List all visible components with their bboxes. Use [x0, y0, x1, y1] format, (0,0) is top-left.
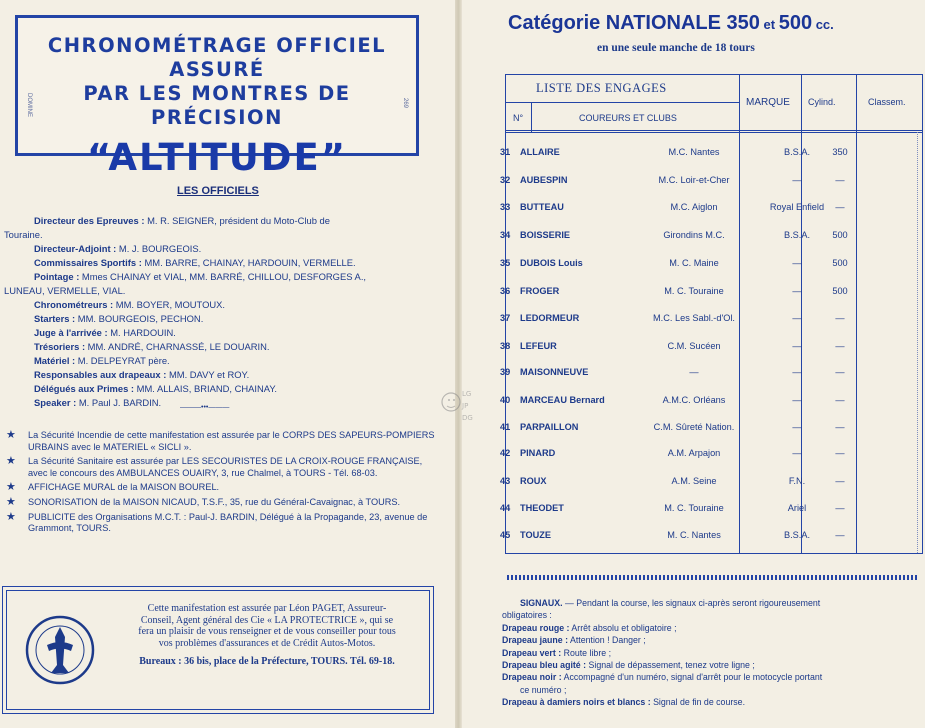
signal-item: Drapeau à damiers noirs et blancs : Signal de fin de course. [502, 697, 746, 708]
svg-text:JP: JP [462, 402, 469, 410]
official-role: Commissaires Sportifs : [34, 257, 142, 268]
notice-text: La Sécurité Sanitaire est assurée par LES SECOURISTES DE LA CROIX-ROUGE FRANÇAISE, avec le concours des AMBULANCES OUAIRY, 3, rue Chalmel, à TOURS - Tél. 68-03. [28, 456, 423, 478]
star-icon: ★ [6, 455, 16, 468]
hatched-separator [507, 575, 919, 580]
official-item [0, 326, 440, 340]
table-title: LISTE DES ENGAGES [536, 81, 667, 95]
official-role: Starters : [34, 313, 76, 324]
official-role: Juge à l'arrivée : [34, 327, 108, 338]
header-number: N° [513, 113, 524, 123]
protectrice-bureaux: Bureaux : 36 bis, place de la Préfecture, TOURS. Tél. 69-18. [139, 656, 395, 668]
notice-text: SONORISATION de la MAISON NICAUD, T.S.F., 35, rue du Général-Cavaignac, à TOURS. [28, 496, 401, 507]
table-rule [506, 130, 922, 131]
signal-item: Drapeau bleu agité : Signal de dépassement, tenez votre ligne ; [502, 660, 755, 671]
notice-text: AFFICHAGE MURAL de la MAISON BOUREL. [28, 482, 220, 493]
table-rule [506, 132, 922, 133]
notice-text: La Sécurité Incendie de cette manifestation est assurée par le CORPS DES SAPEURS-POMPIERS URBAINS avec le MATERIEL « SICLI ». [28, 430, 435, 452]
official-text: MM. BOYER, MOUTOUX. [113, 299, 226, 310]
table-row: 32 AUBESPIN M.C. Loir-et-Cher — — [500, 175, 845, 185]
official-role: Pointage : [34, 271, 80, 282]
signals-section [502, 597, 922, 709]
notice-text: PUBLICITE des Organisations M.C.T. : Paul-J. BARDIN, Délégué à la Propagande, 23, avenue de Grammont, TOURS. [28, 511, 428, 534]
official-text: Mmes CHAINAY et VIAL, MM. BARRÉ, CHILLOU, DESFORGES A., [79, 271, 367, 282]
star-icon: ★ [6, 481, 16, 494]
star-icon: ★ [6, 510, 16, 523]
official-role: Délégués aux Primes : [34, 383, 135, 394]
altitude-line-2: PAR LES MONTRES DE PRÉCISION [83, 82, 351, 129]
table-row: 34 BOISSERIE Girondins M.C. B.S.A. 500 [500, 230, 848, 240]
table-row: 31 ALLAIRE M.C. Nantes B.S.A. 350 [500, 147, 848, 157]
official-role: Responsables aux drapeaux : [34, 369, 167, 380]
category-subtitle: en une seule manche de 18 tours [597, 42, 755, 54]
official-item [0, 298, 440, 312]
officials-separator: ———•••——— [180, 404, 230, 411]
notices-list [6, 430, 436, 538]
signal-item-cont: ce numéro ; [520, 684, 567, 695]
table-row: 45 TOUZE M. C. Nantes B.S.A. — [500, 530, 845, 540]
table-row: 35 DUBOIS Louis M. C. Maine — 500 [500, 258, 848, 268]
official-text: M. R. SEIGNER, président du Moto-Club de [144, 215, 330, 226]
signals-intro: SIGNAUX. — Pendant la course, les signaux ci-après seront rigoureusement [520, 598, 821, 608]
signal-item: Drapeau rouge : Arrêt absolu et obligatoire ; [502, 622, 677, 633]
svg-text:LG: LG [462, 390, 472, 398]
left-page [0, 0, 455, 728]
official-role: Directeur des Epreuves : [34, 215, 145, 226]
notice-item [6, 456, 436, 479]
official-item [0, 340, 440, 354]
official-text: MM. ALLAIS, BRIAND, CHAINAY. [134, 383, 277, 394]
official-text: MM. BARRE, CHAINAY, HARDOUIN, VERMELLE. [141, 257, 356, 268]
official-item [0, 312, 440, 326]
table-row: 37 LEDORMEUR M.C. Les Sabl.-d'Ol. — — [500, 313, 845, 323]
protectrice-advertisement [6, 590, 430, 710]
table-row: 42 PINARD A.M. Arpajon — — [500, 448, 845, 458]
table-row: 41 PARPAILLON C.M. Sûreté Nation. — — [500, 422, 845, 432]
notice-item [6, 430, 436, 453]
altitude-advertisement [15, 15, 419, 179]
official-role: Chronométreurs : [34, 299, 114, 310]
header-classem: Classem. [868, 97, 906, 107]
svg-text:DG: DG [462, 414, 473, 422]
table-row: 44 THEODET M. C. Touraine Ariel — [500, 503, 845, 513]
table-row: 38 LEFEUR C.M. Sucéen — — [500, 341, 845, 351]
altitude-side-right: 269 [402, 98, 408, 109]
official-item [0, 270, 440, 284]
table-rule [917, 132, 918, 553]
notice-item [6, 512, 436, 535]
official-text: MM. DAVY et ROY. [166, 369, 250, 380]
star-icon: ★ [6, 429, 16, 441]
protectrice-text [132, 603, 402, 668]
table-row: 43 ROUX A.M. Seine F.N. — [500, 476, 845, 486]
official-item [0, 242, 440, 256]
official-text: MM. ANDRÉ, CHARNASSÉ, LE DOUARIN. [85, 341, 270, 352]
official-text: MM. BOURGEOIS, PECHON. [75, 313, 204, 324]
officials-title: LES OFFICIELS [177, 185, 259, 197]
signal-item: Drapeau jaune : Attention ! Danger ; [502, 635, 646, 646]
table-rule [506, 102, 739, 103]
official-text: M. HARDOUIN. [107, 327, 176, 338]
official-item [0, 368, 440, 382]
header-coureurs: COUREURS ET CLUBS [579, 113, 677, 123]
signal-item: Drapeau vert : Route libre ; [502, 647, 612, 658]
notice-item [6, 482, 436, 494]
official-item [0, 354, 440, 368]
protectrice-logo-icon [25, 615, 95, 685]
category-title: Catégorie NATIONALE 350 et 500 cc. [508, 12, 834, 34]
page-fold [455, 0, 462, 728]
official-item-cont: Touraine. [4, 229, 43, 240]
official-item [0, 214, 440, 228]
official-role: Matériel : [34, 355, 76, 366]
official-item-cont: LUNEAU, VERMELLE, VIAL. [4, 285, 126, 296]
official-text: M. Paul J. BARDIN. [76, 397, 162, 408]
table-row: 40 MARCEAU Bernard A.M.C. Orléans — — [500, 395, 845, 405]
protectrice-body: Cette manifestation est assurée par Léon PAGET, Assureur-Conseil, Agent général des Cie « LA PROTECTRICE », qui se fera un plaisir de vous renseigner et de vous conseiller pour tous vos problèmes d'assurances et de Crédit Autos-Motos. [138, 603, 396, 649]
table-row: 36 FROGER M. C. Touraine — 500 [500, 286, 848, 296]
signal-item: Drapeau noir : Accompagné d'un numéro, signal d'arrêt pour le motocycle portant [502, 672, 823, 683]
right-page [462, 0, 925, 728]
official-item [0, 256, 440, 270]
official-role: Speaker : [34, 397, 77, 408]
official-role: Trésoriers : [34, 341, 86, 352]
table-row: 33 BUTTEAU M.C. Aiglon Royal Enfield — [500, 202, 845, 212]
altitude-brand: “ALTITUDE” [86, 136, 348, 179]
official-text: M. J. BOURGEOIS. [116, 243, 202, 254]
official-item [0, 382, 440, 396]
officials-list [0, 214, 440, 410]
altitude-side-left: DOMINE [26, 93, 32, 117]
header-cylind: Cylind. [808, 97, 836, 107]
notice-item [6, 497, 436, 509]
header-marque: MARQUE [746, 97, 790, 108]
altitude-line-1: CHRONOMÉTRAGE OFFICIEL ASSURÉ [47, 34, 387, 81]
official-role: Directeur-Adjoint : [34, 243, 117, 254]
star-icon: ★ [6, 495, 16, 508]
signals-intro-cont: obligatoires : [502, 610, 552, 621]
table-row: 39 MAISONNEUVE — — — [500, 367, 845, 377]
table-rule [531, 102, 532, 132]
official-text: M. DELPEYRAT père. [75, 355, 170, 366]
